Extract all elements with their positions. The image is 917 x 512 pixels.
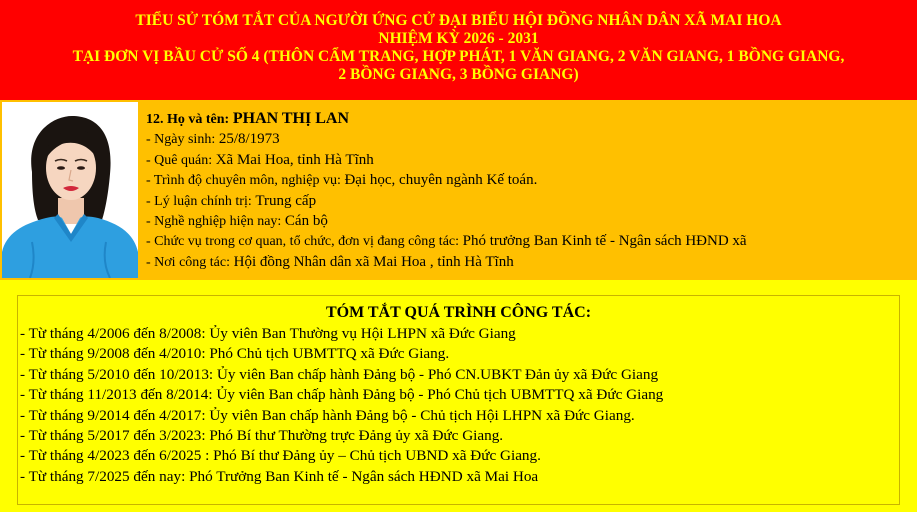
field-value: Cán bộ — [284, 212, 328, 229]
work-history-title: TÓM TẮT QUÁ TRÌNH CÔNG TÁC: — [325, 304, 592, 321]
field-label: - Trình độ chuyên môn, nghiệp vụ: — [146, 173, 341, 189]
field-label: - Quê quán: — [146, 152, 213, 168]
work-history-list — [20, 324, 663, 487]
field-label: - Ngày sinh: — [146, 132, 216, 148]
list-item: - Từ tháng 9/2008 đến 4/2010: Phó Chủ tịch UBMTTQ xã Đức Giang. — [20, 345, 450, 363]
candidate-profile — [0, 100, 917, 280]
list-item: - Từ tháng 7/2025 đến nay: Phó Trưởng Ban Kinh tế - Ngân sách HĐND xã Mai Hoa — [20, 467, 539, 485]
list-item: - Từ tháng 5/2017 đến 3/2023: Phó Bí thư Thường trực Đảng ủy xã Đức Giang. — [20, 426, 504, 444]
header-unit-line-2: 2 BỒNG GIANG, 3 BỒNG GIANG) — [338, 66, 579, 83]
position-row — [146, 231, 747, 251]
list-item: - Từ tháng 11/2013 đến 8/2014: Ủy viên Ban chấp hành Đảng bộ - Phó Chủ tịch UBMTTQ xã Đức Giang — [20, 386, 664, 404]
name-label: 12. Họ và tên: — [146, 112, 230, 127]
field-label: - Lý luận chính trị: — [146, 193, 252, 209]
workplace-row — [146, 252, 747, 272]
field-value: Xã Mai Hoa, tỉnh Hà Tĩnh — [215, 151, 374, 168]
political-theory-row — [146, 191, 747, 211]
birth-date-row — [146, 129, 747, 149]
list-item: - Từ tháng 5/2010 đến 10/2013: Ủy viên Ban chấp hành Đảng bộ - Phó CN.UBKT Đản ủy xã Đức Giang — [20, 365, 659, 383]
field-value: Hội đồng Nhân dân xã Mai Hoa , tỉnh Hà Tĩnh — [233, 253, 514, 270]
field-label: - Nơi công tác: — [146, 254, 230, 270]
field-label: - Chức vụ trong cơ quan, tổ chức, đơn vị đang công tác: — [146, 234, 460, 250]
hometown-row — [146, 150, 747, 170]
education-row — [146, 170, 747, 190]
field-value: Phó trưởng Ban Kinh tế - Ngân sách HĐND xã — [462, 233, 747, 250]
field-label: - Nghề nghiệp hiện nay: — [146, 213, 282, 229]
header-term: NHIỆM KỲ 2026 - 2031 — [378, 30, 539, 47]
list-item: - Từ tháng 4/2023 đến 6/2025 : Phó Bí thư Đảng ủy – Chủ tịch UBND xã Đức Giang. — [20, 447, 541, 465]
candidate-photo — [2, 102, 138, 278]
candidate-name: PHAN THỊ LAN — [232, 110, 350, 127]
document-header — [0, 0, 917, 100]
field-value: Trung cấp — [255, 192, 317, 209]
work-history-section — [0, 280, 917, 512]
occupation-row — [146, 211, 747, 231]
candidate-info — [146, 109, 747, 272]
name-row — [146, 109, 747, 129]
list-item: - Từ tháng 4/2006 đến 8/2008: Ủy viên Ban Thường vụ Hội LHPN xã Đức Giang — [20, 325, 516, 342]
list-item: - Từ tháng 9/2014 đến 4/2017: Ủy viên Ban chấp hành Đảng bộ - Chủ tịch Hội LHPN xã Đức Giang. — [20, 406, 635, 424]
header-title: TIỂU SỬ TÓM TẮT CỦA NGƯỜI ỨNG CỬ ĐẠI BIỂU HỘI ĐỒNG NHÂN DÂN XÃ MAI HOA — [135, 12, 782, 29]
header-unit-line-1: TẠI ĐƠN VỊ BẦU CỬ SỐ 4 (THÔN CẨM TRANG, HỢP PHÁT, 1 VĂN GIANG, 2 VĂN GIANG, 1 BỒNG GIANG, — [72, 48, 845, 65]
field-value: Đại học, chuyên ngành Kế toán. — [344, 172, 538, 189]
field-value: 25/8/1973 — [218, 131, 280, 148]
portrait-image — [2, 102, 138, 278]
